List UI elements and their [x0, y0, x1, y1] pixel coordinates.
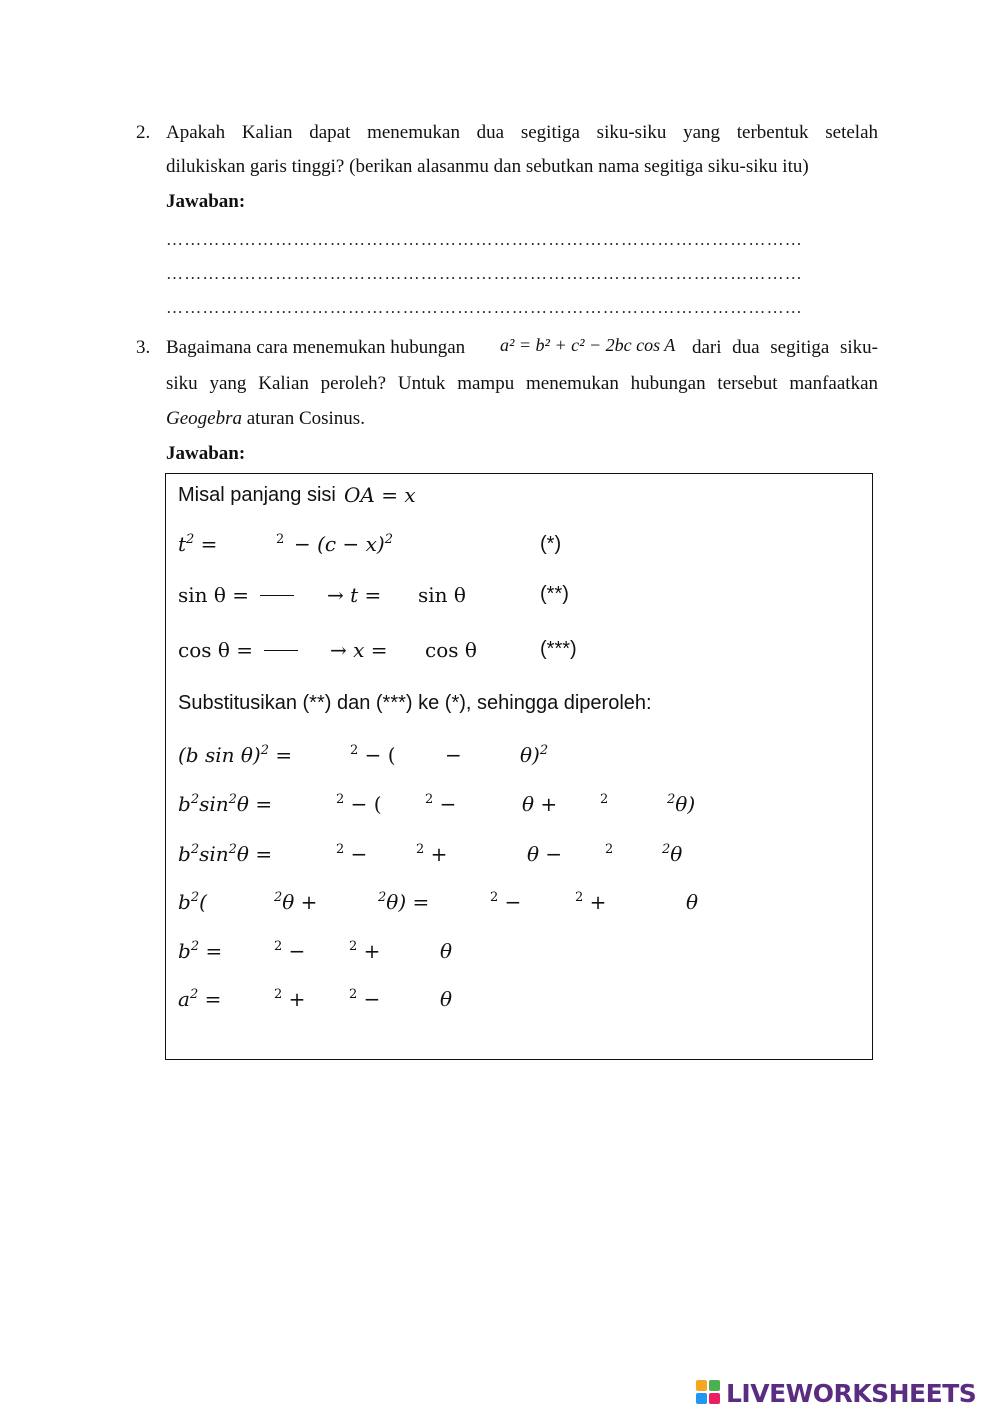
intro-text: Misal panjang sisi — [178, 484, 336, 506]
question-2-line-1: Apakah Kalian dapat menemukan dua segitiga siku-siku yang terbentuk setelah — [166, 122, 878, 143]
eq1-mid: − $(c - x)^2$ — [294, 532, 393, 556]
question-3-number: 3. — [136, 337, 151, 358]
l1-a: $^2$ − ( — [350, 743, 396, 767]
eq2-lhs: sin θ = — [178, 583, 250, 607]
l3-lhs: $b^2\sin^2\theta$ = — [178, 842, 273, 866]
eq2-tag: (**) — [540, 583, 569, 605]
question-3-line-3 — [166, 408, 365, 430]
l3-sup: 2 — [605, 842, 614, 857]
l4-b: $^2$θ) = — [378, 890, 430, 914]
question-3-line-2: siku yang Kalian peroleh? Untuk mampu menemukan hubungan tersebut manfaatkan — [166, 373, 878, 394]
l3-a: $^2$ − — [336, 842, 368, 866]
l4-e: θ — [686, 890, 699, 914]
eq3-rhs: cos θ — [425, 638, 477, 662]
liveworksheets-logo[interactable] — [696, 1378, 976, 1408]
eq1-blank-sup: 2 — [276, 532, 285, 547]
l2-b: $^2$ − — [425, 792, 457, 816]
eq1-lhs: $t^2$ = — [178, 532, 218, 556]
eq2-arrow: → t = — [327, 583, 382, 607]
l2-c: θ + — [522, 792, 558, 816]
l2-lhs: $b^2\sin^2\theta$ = — [178, 792, 273, 816]
logo-square-2 — [709, 1380, 720, 1391]
l2-d: $^2$θ) — [667, 792, 696, 816]
l3-c: θ − — [527, 842, 563, 866]
l3-b: $^2$ + — [416, 842, 448, 866]
geogebra-text: Geogebra — [166, 408, 242, 429]
logo-square-4 — [709, 1393, 720, 1404]
question-3-line-1-end: dari dua segitiga siku- — [692, 337, 878, 358]
eq3-fraction-bar — [264, 650, 298, 651]
question-3-answer-label: Jawaban: — [166, 443, 246, 464]
eq1-tag: (*) — [540, 533, 562, 555]
eq3-lhs: cos θ = — [178, 638, 254, 662]
l6-b: $^2$ − — [349, 987, 381, 1011]
logo-mark-icon — [696, 1380, 722, 1406]
l6-c: θ — [440, 987, 453, 1011]
eq2-fraction-bar — [260, 595, 294, 596]
l6-lhs: $a^2$ = — [178, 987, 222, 1011]
l5-a: $^2$ − — [274, 939, 306, 963]
answer-line-2[interactable]: …………………………………………………………………………………………… — [166, 264, 803, 283]
question-2-number: 2. — [136, 122, 151, 143]
answer-line-1[interactable]: …………………………………………………………………………………………… — [166, 230, 803, 249]
l2-a: $^2$ − ( — [336, 792, 382, 816]
l1-b: − — [445, 743, 462, 767]
l1-c: θ)$^2$ — [520, 743, 549, 767]
l1-lhs: (b sin θ)$^2$ = — [178, 743, 293, 767]
intro-math: OA = x — [344, 483, 416, 507]
l4-a: $^2$θ + — [274, 890, 318, 914]
eq3-arrow: → x = — [330, 638, 388, 662]
l5-c: θ — [440, 939, 453, 963]
question-3-line-1-start: Bagaimana cara menemukan hubungan — [166, 337, 466, 358]
logo-square-1 — [696, 1380, 707, 1391]
question-2-answer-label: Jawaban: — [166, 191, 246, 212]
l3-d: $^2$θ — [662, 842, 683, 866]
logo-text: LIVEWORKSHEETS — [726, 1378, 977, 1408]
eq2-rhs: sin θ — [418, 583, 466, 607]
cosine-rule-formula: a² = b² + c² − 2bc cos A — [500, 335, 676, 355]
substitution-text: Substitusikan (**) dan (***) ke (*), sehingga diperoleh: — [178, 692, 652, 714]
answer-line-3[interactable]: …………………………………………………………………………………………… — [166, 298, 803, 317]
l6-a: $^2$ + — [274, 987, 306, 1011]
l4-d: $^2$ + — [575, 890, 607, 914]
l4-lhs: $b^2$( — [178, 890, 207, 914]
l5-b: $^2$ + — [349, 939, 381, 963]
l5-lhs: $b^2$ = — [178, 939, 223, 963]
logo-square-3 — [696, 1393, 707, 1404]
l4-c: $^2$ − — [490, 890, 522, 914]
aturan-cosinus-text: aturan Cosinus. — [246, 408, 365, 429]
eq3-tag: (***) — [540, 638, 577, 660]
l2-sup: 2 — [600, 792, 609, 807]
question-2-line-2: dilukiskan garis tinggi? (berikan alasanmu dan sebutkan nama segitiga siku-siku itu) — [166, 156, 809, 177]
